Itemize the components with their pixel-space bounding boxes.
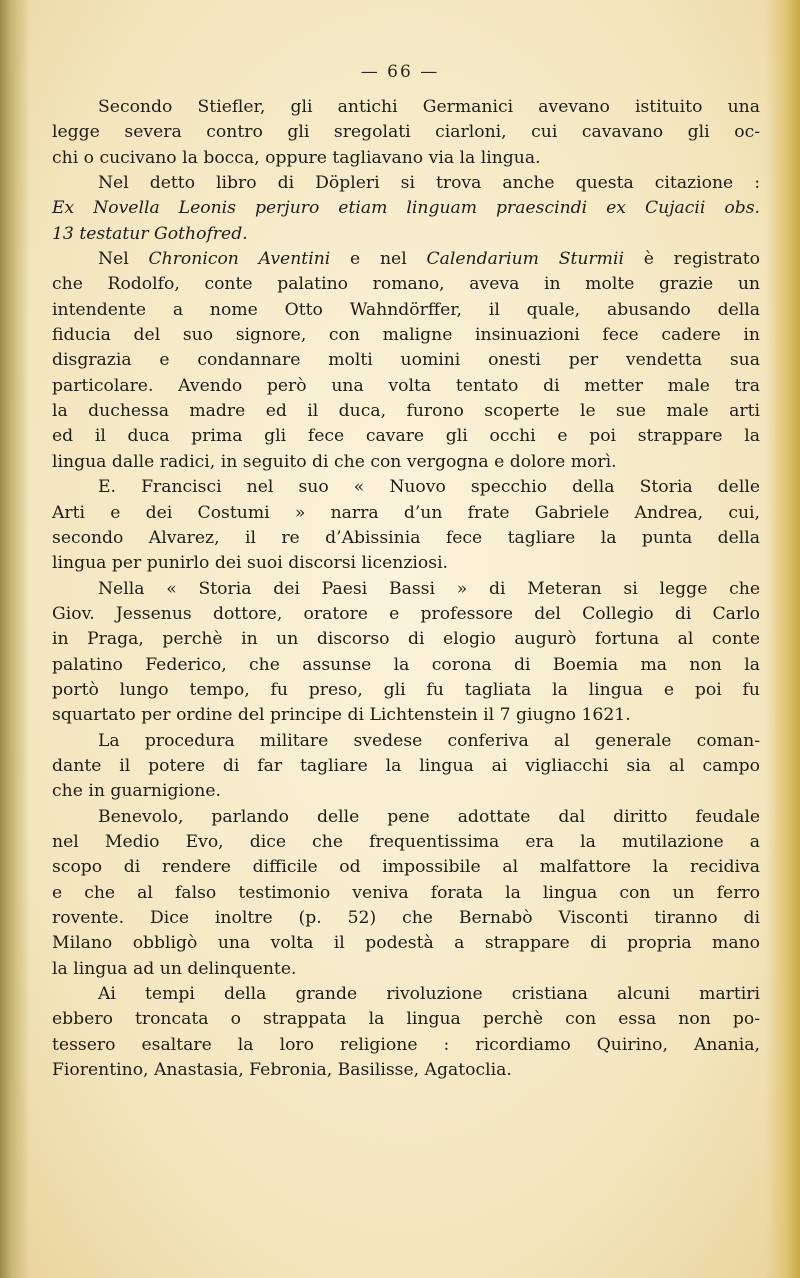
text-run: portò lungo tempo, fu preso, gli fu tagliata la lingua e poi fu [52, 679, 760, 700]
page-left-edge-shadow [0, 0, 30, 1278]
text-line [52, 703, 760, 728]
text-run: disgrazia e condannare molti uomini onesti per vendetta sua [52, 350, 760, 371]
text-run: scopo di rendere difficile od impossibile al malfattore la recidiva [52, 857, 760, 878]
text-run: la lingua ad un delinquente. [52, 958, 297, 979]
text-run: Nel [98, 249, 149, 270]
text-line [52, 779, 760, 804]
text-line [52, 982, 760, 1007]
text-run: nel Medio Evo, dice che frequentissima era la mutilazione a [52, 831, 760, 852]
text-run: Ai tempi della grande rivoluzione cristiana alcuni martiri [98, 984, 760, 1005]
text-line [52, 805, 760, 830]
text-line [52, 1058, 760, 1083]
text-line [52, 830, 760, 855]
italic-text: Calendarium Sturmii [426, 249, 624, 270]
text-line [52, 171, 760, 196]
text-line [52, 196, 760, 221]
text-run: Fiorentino, Anastasia, Febronia, Basilisse, Agatoclia. [52, 1060, 512, 1081]
text-run: Secondo Stiefler, gli antichi Germanici avevano istituito una [98, 97, 760, 117]
text-run: tessero esaltare la loro religione : ricordiamo Quirino, Anania, [52, 1034, 760, 1055]
italic-text: 13 testatur Gothofred. [52, 223, 248, 244]
text-run: Nel detto libro di Döpleri si trova anche questa citazione : [98, 173, 760, 194]
text-run: che Rodolfo, conte palatino romano, aveva in molte grazie un [52, 274, 760, 295]
text-line [52, 222, 760, 247]
text-line [52, 957, 760, 982]
text-line [52, 323, 760, 348]
text-line [52, 931, 760, 956]
text-run: chi o cucivano la bocca, oppure tagliavano via la lingua. [52, 147, 541, 168]
text-run: La procedura militare svedese conferiva al generale coman- [98, 730, 760, 751]
text-run: e che al falso testimonio veniva forata la lingua con un ferro [52, 882, 760, 903]
text-line [52, 678, 760, 703]
text-line [52, 298, 760, 323]
text-line [52, 729, 760, 754]
text-run: lingua dalle radici, in seguito di che con vergogna e dolore morì. [52, 451, 617, 472]
text-line [52, 526, 760, 551]
text-run: ebbero troncata o strappata la lingua perchè con essa non po- [52, 1009, 760, 1030]
text-line [52, 95, 760, 120]
text-line [52, 551, 760, 576]
text-line [52, 120, 760, 145]
text-run: particolare. Avendo però una volta tentato di metter male tra [52, 375, 760, 396]
text-run: squartato per ordine del principe di Lichtenstein il 7 giugno 1621. [52, 705, 631, 726]
text-line [52, 1033, 760, 1058]
text-line [52, 501, 760, 526]
text-line [52, 424, 760, 449]
text-line [52, 1007, 760, 1032]
text-line [52, 374, 760, 399]
text-run: intendente a nome Otto Wahndörffer, il quale, abusando della [52, 299, 760, 320]
text-line [52, 653, 760, 678]
text-run: palatino Federico, che assunse la corona di Boemia ma non la [52, 654, 760, 675]
body-text [52, 95, 760, 1083]
page-number: — 66 — [360, 62, 440, 82]
text-run: rovente. Dice inoltre (p. 52) che Bernabò Visconti tiranno di [52, 908, 760, 928]
text-line [52, 399, 760, 424]
text-run: è registrato [623, 249, 760, 270]
text-run: ed il duca prima gli fece cavare gli occhi e poi strappare la [52, 426, 760, 447]
text-run: Giov. Jessenus dottore, oratore e professore del Collegio di Carlo [52, 603, 760, 624]
text-run: fiducia del suo signore, con maligne insinuazioni fece cadere in [52, 325, 760, 346]
text-line [52, 475, 760, 500]
text-run: lingua per punirlo dei suoi discorsi licenziosi. [52, 553, 449, 574]
text-line [52, 577, 760, 602]
italic-text: Ex Novella Leonis perjuro etiam linguam praescindi ex Cujacii obs. [52, 198, 760, 219]
text-line [52, 146, 760, 171]
page-right-edge-shadow [766, 0, 800, 1278]
text-line [52, 754, 760, 779]
text-run: Arti e dei Costumi » narra d’un frate Gabriele Andrea, cui, [52, 502, 760, 523]
text-line [52, 627, 760, 652]
text-run: Nella « Storia dei Paesi Bassi » di Meteran si legge che [98, 578, 760, 599]
text-line [52, 450, 760, 475]
text-line [52, 906, 760, 931]
text-run: la duchessa madre ed il duca, furono scoperte le sue male arti [52, 401, 760, 422]
text-line [52, 348, 760, 373]
text-line [52, 272, 760, 297]
text-run: e nel [330, 249, 427, 270]
italic-text: Chronicon Aventini [148, 249, 331, 270]
text-run: in Praga, perchè in un discorso di elogio augurò fortuna al conte [52, 629, 760, 650]
text-run: dante il potere di far tagliare la lingua ai vigliacchi sia al campo [52, 755, 760, 776]
text-run: Benevolo, parlando delle pene adottate dal diritto feudale [98, 806, 760, 827]
text-line [52, 602, 760, 627]
text-run: Milano obbligò una volta il podestà a strappare di propria mano [52, 933, 760, 954]
text-line [52, 855, 760, 880]
text-run: E. Francisci nel suo « Nuovo specchio della Storia delle [98, 477, 760, 498]
text-line [52, 247, 760, 272]
text-run: che in guarnigione. [52, 781, 222, 802]
text-run: legge severa contro gli sregolati ciarloni, cui cavavano gli oc- [52, 122, 760, 143]
text-line [52, 881, 760, 906]
text-run: secondo Alvarez, il re d’Abissinia fece tagliare la punta della [52, 527, 760, 548]
